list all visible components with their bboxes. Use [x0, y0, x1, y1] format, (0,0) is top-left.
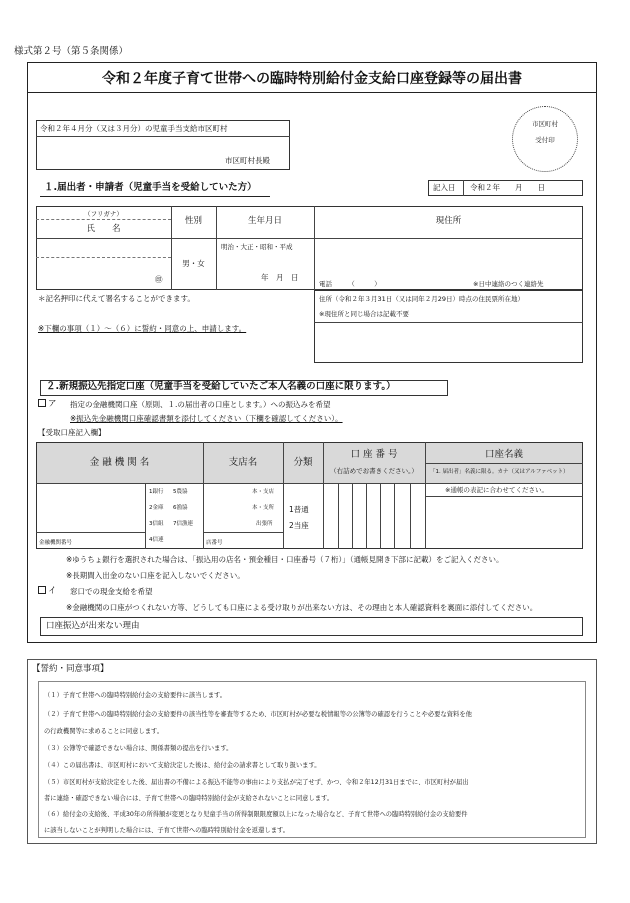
- furigana-label: （フリガナ）: [84, 210, 123, 218]
- bank-type-7[interactable]: 7信漁連: [173, 521, 193, 527]
- pledge-heading: 【誓約・同意事項】: [32, 664, 109, 674]
- digit-line-1: [338, 483, 339, 549]
- date-label: 記入日: [433, 183, 456, 192]
- bank-type-3[interactable]: 3信組: [149, 521, 164, 527]
- form-label: 様式第２号（第５条関係）: [14, 46, 129, 57]
- birthdate-label: 生年月日: [247, 216, 282, 226]
- pledge-item-6b: に該当しないことが判明した場合には、子育て世帯への臨時特別給付金を返還します。: [44, 827, 290, 834]
- address-label: 現住所: [435, 216, 462, 226]
- holder-hint2: ※通帳の表記に合わせてください。: [445, 486, 548, 494]
- pledge-item-1: （１）子育て世帯への臨時特別給付金の支給要件に該当します。: [44, 692, 227, 699]
- pledge-item-6: （６）給付金の支給後、平成30年の所得額が変更となり児童手当の所得制限限度額以上になった場合など、子育て世帯への臨時特別給付金の支給要件: [44, 811, 468, 818]
- pledge-item-4: （４）この届出書は、市区町村において支給決定した後は、給付金の請求書として取り扱います。: [44, 762, 321, 769]
- holder-hint1: 「1. 届出者」名義に限る。カナ（又はアルファベット）: [430, 469, 569, 475]
- long-term-note: ※長期間入出金のない口座を記入しないでください。: [66, 571, 245, 580]
- option-i[interactable]: [38, 586, 57, 597]
- era-options[interactable]: 明治・大正・昭和・平成: [221, 243, 293, 251]
- account-type-1[interactable]: 1普通: [289, 505, 309, 514]
- pledge-note: ※下欄の事項（１）～（６）に誓約・同意の上、申請します。: [38, 324, 247, 333]
- bank-type-divider: [145, 483, 146, 549]
- bank-type-6[interactable]: 6漁協: [173, 505, 188, 511]
- gender-options[interactable]: 男・女: [182, 259, 205, 268]
- branch-code-label: 店番号: [206, 540, 223, 546]
- addressee-line2: 市区町村長殿: [225, 156, 270, 165]
- residence-label: 住所（令和２年３月31日（又は同年２月29日）時点の住民票所在地）: [319, 295, 525, 303]
- furigana-line: [36, 219, 171, 220]
- phone-label[interactable]: 電話 （ ）: [319, 280, 381, 288]
- receive-label: 【受取口座記入欄】: [38, 428, 106, 437]
- furigana-line-input: [36, 257, 171, 258]
- bank-code-label: 金融機関番号: [39, 540, 73, 546]
- option-i-mark: イ: [48, 586, 57, 596]
- bank-code-line: [36, 532, 145, 533]
- yucho-note: ※ゆうちょ銀行を選択された場合は、「振込用の店名・預金種目・口座番号（７桁）」（通帳見開き下部に記載）をご記入ください。: [66, 555, 504, 564]
- bank-type-2[interactable]: 2金庫: [149, 505, 164, 511]
- option-a-checkbox[interactable]: [38, 399, 46, 407]
- page-title: 令和２年度子育て世帯への臨時特別給付金支給口座登録等の届出書: [102, 71, 522, 87]
- pledge-item-3: （３）公簿等で確認できない場合は、関係書類の提出を行います。: [44, 745, 233, 752]
- digit-line-2: [352, 483, 353, 549]
- stamp-line2: 受付印: [535, 136, 555, 144]
- pledge-item-5b: 者に連絡・確認できない場合には、子育て世帯への臨時特別給付金が支給されないことに同意します。: [44, 795, 334, 802]
- sign-note: ＊記名押印に代えて署名することができます。: [38, 294, 195, 303]
- pledge-item-2: （２）子育て世帯への臨時特別給付金の支給要件の該当性等を審査等するため、市区町村が必要な税情報等の公簿等の確認を行うことや必要な資料を他: [44, 711, 472, 718]
- name-label: 氏 名: [86, 224, 121, 234]
- holder-line: [425, 496, 583, 497]
- date-divider: [463, 180, 464, 196]
- bank-type-4[interactable]: 4信連: [149, 537, 164, 543]
- phone-note: ※日中連絡のつく連絡先: [473, 280, 544, 288]
- birth-ymd[interactable]: 年 月 日: [261, 273, 299, 282]
- bank-type-5[interactable]: 5農協: [173, 489, 188, 495]
- option-i-label: 窓口での現金支給を希望: [70, 587, 153, 596]
- branch-type-1[interactable]: 本・支店: [252, 489, 275, 495]
- bank-type-1[interactable]: 1銀行: [149, 489, 164, 495]
- date-value[interactable]: 令和２年 月 日: [470, 183, 545, 192]
- section1-heading: １.届出者・申請者（児童手当を受給していた方）: [44, 182, 257, 193]
- residence-divider: [314, 322, 583, 323]
- branch-type-2[interactable]: 本・支所: [252, 505, 275, 511]
- pledge-item-2b: の行政機関等に求めることに同意します。: [44, 728, 164, 735]
- branch-type-3[interactable]: 出張所: [256, 521, 273, 527]
- residence-note: ※現住所と同じ場合は記載不要: [319, 310, 409, 318]
- account-type-2[interactable]: 2当座: [289, 521, 309, 530]
- option-a-mark: ア: [48, 399, 57, 409]
- branch-header: 支店名: [228, 457, 258, 468]
- seal-mark: ㊞: [155, 275, 163, 284]
- pledge-item-5: （５）市区町村が支給決定をした後、届出書の不備による振込不能等の事由により支払が完了せず、かつ、令和２年12月31日までに、市区町村が届出: [44, 779, 469, 786]
- option-a-label: 指定の金融機関口座（原則、１.の届出者の口座とします。）への振込みを希望: [70, 400, 331, 409]
- bank-name-header: 金 融 機 関 名: [89, 457, 150, 468]
- account-hint: （右詰めでお書きください。）: [330, 467, 418, 475]
- gender-label: 性別: [184, 216, 202, 226]
- option-i-checkbox[interactable]: [38, 586, 46, 594]
- option-a[interactable]: [38, 399, 57, 410]
- digit-line-5: [394, 483, 395, 549]
- digit-line-6: [410, 483, 411, 549]
- branch-code-line: [203, 532, 283, 533]
- addressee-line1: 令和２年４月分（又は３月分）の児童手当支給市区町村: [40, 124, 228, 133]
- option-a-note: ※振込先金融機関口座確認書類を添付してください（下欄を確認してください）。: [70, 414, 343, 423]
- title-divider: [27, 92, 597, 93]
- account-header: 口 座 番 号: [350, 449, 398, 460]
- bank-header-line: [36, 483, 583, 484]
- type-header: 分類: [293, 457, 313, 468]
- applicant-header-line: [36, 238, 583, 239]
- holder-header-line: [425, 463, 583, 464]
- holder-header: 口座名義: [484, 449, 523, 460]
- addressee-divider: [36, 136, 290, 137]
- option-i-note: ※金融機関の口座がつくれない方等、どうしても口座による受け取りが出来ない方は、その理由と本人確認資料を裏面に添付してください。: [66, 603, 538, 612]
- digit-line-3: [366, 483, 367, 549]
- reason-label: 口座振込が出来ない理由: [46, 621, 140, 631]
- stamp-line1: 市区町村: [532, 120, 558, 128]
- digit-line-4: [380, 483, 381, 549]
- section2-heading: ２.新規振込先指定口座（児童手当を受給していたご本人名義の口座に限ります。）: [46, 381, 396, 392]
